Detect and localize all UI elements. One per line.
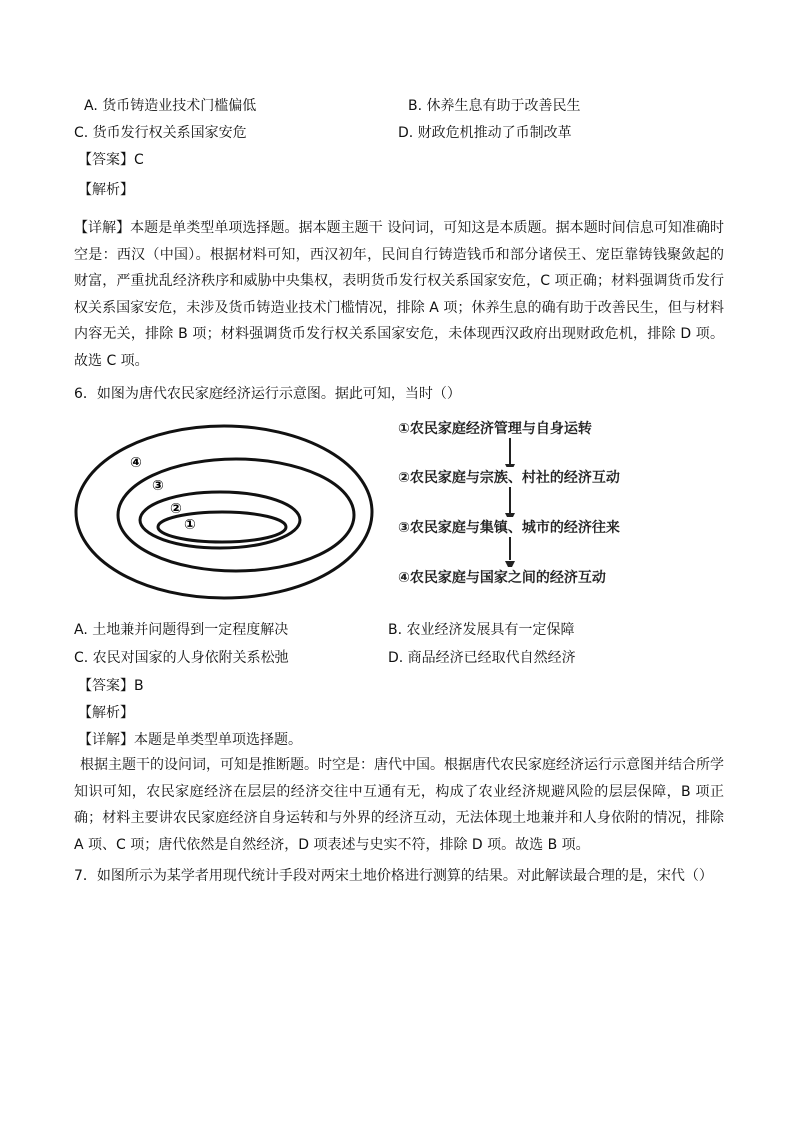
q6-option-d: D. 商品经济已经取代自然经济 (388, 650, 576, 666)
q6-option-b: B. 农业经济发展具有一定保障 (388, 622, 575, 638)
q6-option-a: A. 土地兼并问题得到一定程度解决 (74, 622, 289, 638)
flow-chart (398, 410, 688, 595)
q6-option-c: C. 农民对国家的人身依附关系松弛 (74, 650, 289, 666)
q5-option-c: C. 货币发行权关系国家安危 (74, 125, 247, 141)
q7-stem: 7．如图所示为某学者用现代统计手段对两宋土地价格进行测算的结果。对此解读最合理的是，宋代（） (74, 868, 713, 884)
q5-option-a: A. 货币铸造业技术门槛偏低 (84, 98, 257, 114)
q6-analysis-label: 【解析】 (78, 705, 134, 721)
q5-analysis-label: 【解析】 (78, 182, 134, 198)
q6-detail: 根据主题干的设问词，可知是推断题。时空是：唐代中国。根据唐代农民家庭经济运行示意图并结合所学知识可知，农民家庭经济在层层的经济交往中互通有无，构成了农业经济规避风险的层层保障，B 项正确；材料主要讲农民家庭经济自身运转和与外界的经济互动，无法体现土地兼并和人身依附的情况，排除 A 项、C 项；唐代依然是自然经济，D 项表述与史实不符，排除 D 项。故选 B 项。 (74, 757, 724, 853)
q6-detail-head: 【详解】本题是单类型单项选择题。 (78, 732, 302, 748)
diagram-label-2: ② (170, 501, 182, 517)
ring-3 (118, 459, 354, 571)
flow-item-2: ②农民家庭与宗族、村社的经济互动 (398, 467, 620, 487)
diagram-label-4: ④ (130, 455, 142, 471)
q5-answer: 【答案】C (78, 152, 144, 168)
concentric-ellipse-diagram (74, 410, 374, 610)
q6-stem: 6．如图为唐代农民家庭经济运行示意图。据此可知，当时（） (74, 386, 461, 402)
diagram-label-3: ③ (152, 478, 164, 494)
q5-option-d: D. 财政危机推动了币制改革 (398, 125, 572, 141)
q5-option-b: B. 休养生息有助于改善民生 (408, 98, 581, 114)
flow-item-1: ①农民家庭经济管理与自身运转 (398, 418, 592, 438)
flow-item-4: ④农民家庭与国家之间的经济互动 (398, 567, 606, 587)
flow-item-3: ③农民家庭与集镇、城市的经济往来 (398, 517, 620, 537)
ellipse-diagram-svg (74, 410, 374, 610)
diagram-label-1: ① (184, 517, 196, 533)
q5-detail: 【详解】本题是单类型单项选择题。据本题主题干 设问词，可知这是本质题。据本题时间信息可知准确时空是：西汉（中国）。根据材料可知，西汉初年，民间自行铸造钱币和部分诸侯王、宠臣靠铸钱聚敛起的财富，严重扰乱经济秩序和威胁中央集权，表明货币发行权关系国家安危，C 项正确；材料强调货币发行权关系国家安危，未涉及货币铸造业技术门槛情况，排除 A 项；休养生息的确有助于改善民生，但与材料内容无关，排除 B 项；材料强调货币发行权关系国家安危，未体现西汉政府出现财政危机，排除 D 项。故选 C 项。 (74, 220, 724, 369)
q6-answer: 【答案】B (78, 678, 144, 694)
